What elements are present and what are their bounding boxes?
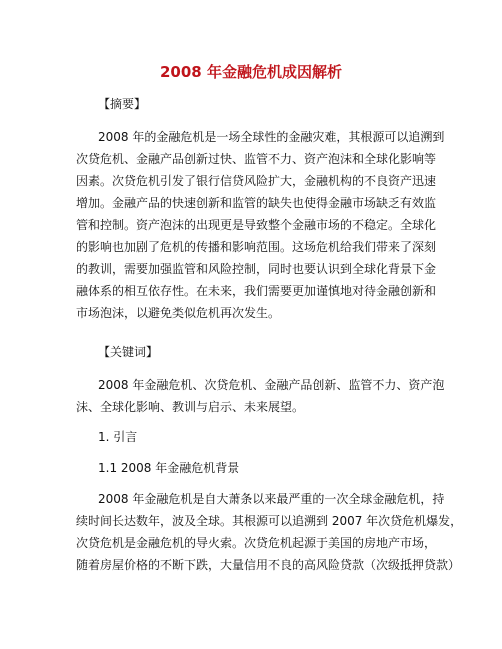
abstract-line: 次贷危机、金融产品创新过快、监管不力、资产泡沫和全球化影响等 [76, 152, 437, 166]
abstract-heading: 【摘要】 [98, 97, 147, 111]
abstract-line: 市场泡沫，以避免类似危机再次发生。 [76, 306, 281, 320]
subsection-heading: 1.1 2008 年金融危机背景 [98, 461, 240, 475]
body-line: 次贷危机是金融危机的导火索。次贷危机起源于美国的房地产市场， [76, 536, 437, 550]
abstract-line: 的影响也加剧了危机的传播和影响范围。这场危机给我们带来了深刻 [76, 240, 437, 254]
abstract-line: 因素。次贷危机引发了银行信贷风险扩大，金融机构的不良资产迅速 [76, 174, 437, 188]
abstract-line: 的教训，需要加强监管和风险控制，同时也要认识到全球化背景下金 [76, 262, 437, 276]
document-title: 2008 年金融危机成因解析 [160, 63, 342, 81]
keywords-heading: 【关键词】 [98, 345, 159, 359]
abstract-line: 2008 年的金融危机是一场全球性的金融灾难，其根源可以追溯到 [98, 130, 445, 144]
abstract-line: 增加。金融产品的快速创新和监管的缺失也使得金融市场缺乏有效监 [76, 196, 437, 210]
abstract-line: 融体系的相互依存性。在未来，我们需要更加谨慎地对待金融创新和 [76, 284, 437, 298]
keywords-line: 2008 年金融危机、次贷危机、金融产品创新、监管不力、资产泡 [98, 378, 445, 392]
body-line: 续时间长达数年，波及全球。其根源可以追溯到 2007 年次贷危机爆发， [76, 514, 463, 528]
keywords-line: 沫、全球化影响、教训与启示、未来展望。 [76, 400, 305, 414]
body-line: 2008 年金融危机是自大萧条以来最严重的一次全球金融危机，持 [98, 492, 445, 506]
body-line: 随着房屋价格的不断下跌，大量信用不良的高风险贷款（次级抵押贷款） [76, 558, 461, 572]
abstract-line: 管和控制。资产泡沫的出现更是导致整个金融市场的不稳定。全球化 [76, 218, 437, 232]
section-heading: 1. 引言 [98, 430, 138, 444]
